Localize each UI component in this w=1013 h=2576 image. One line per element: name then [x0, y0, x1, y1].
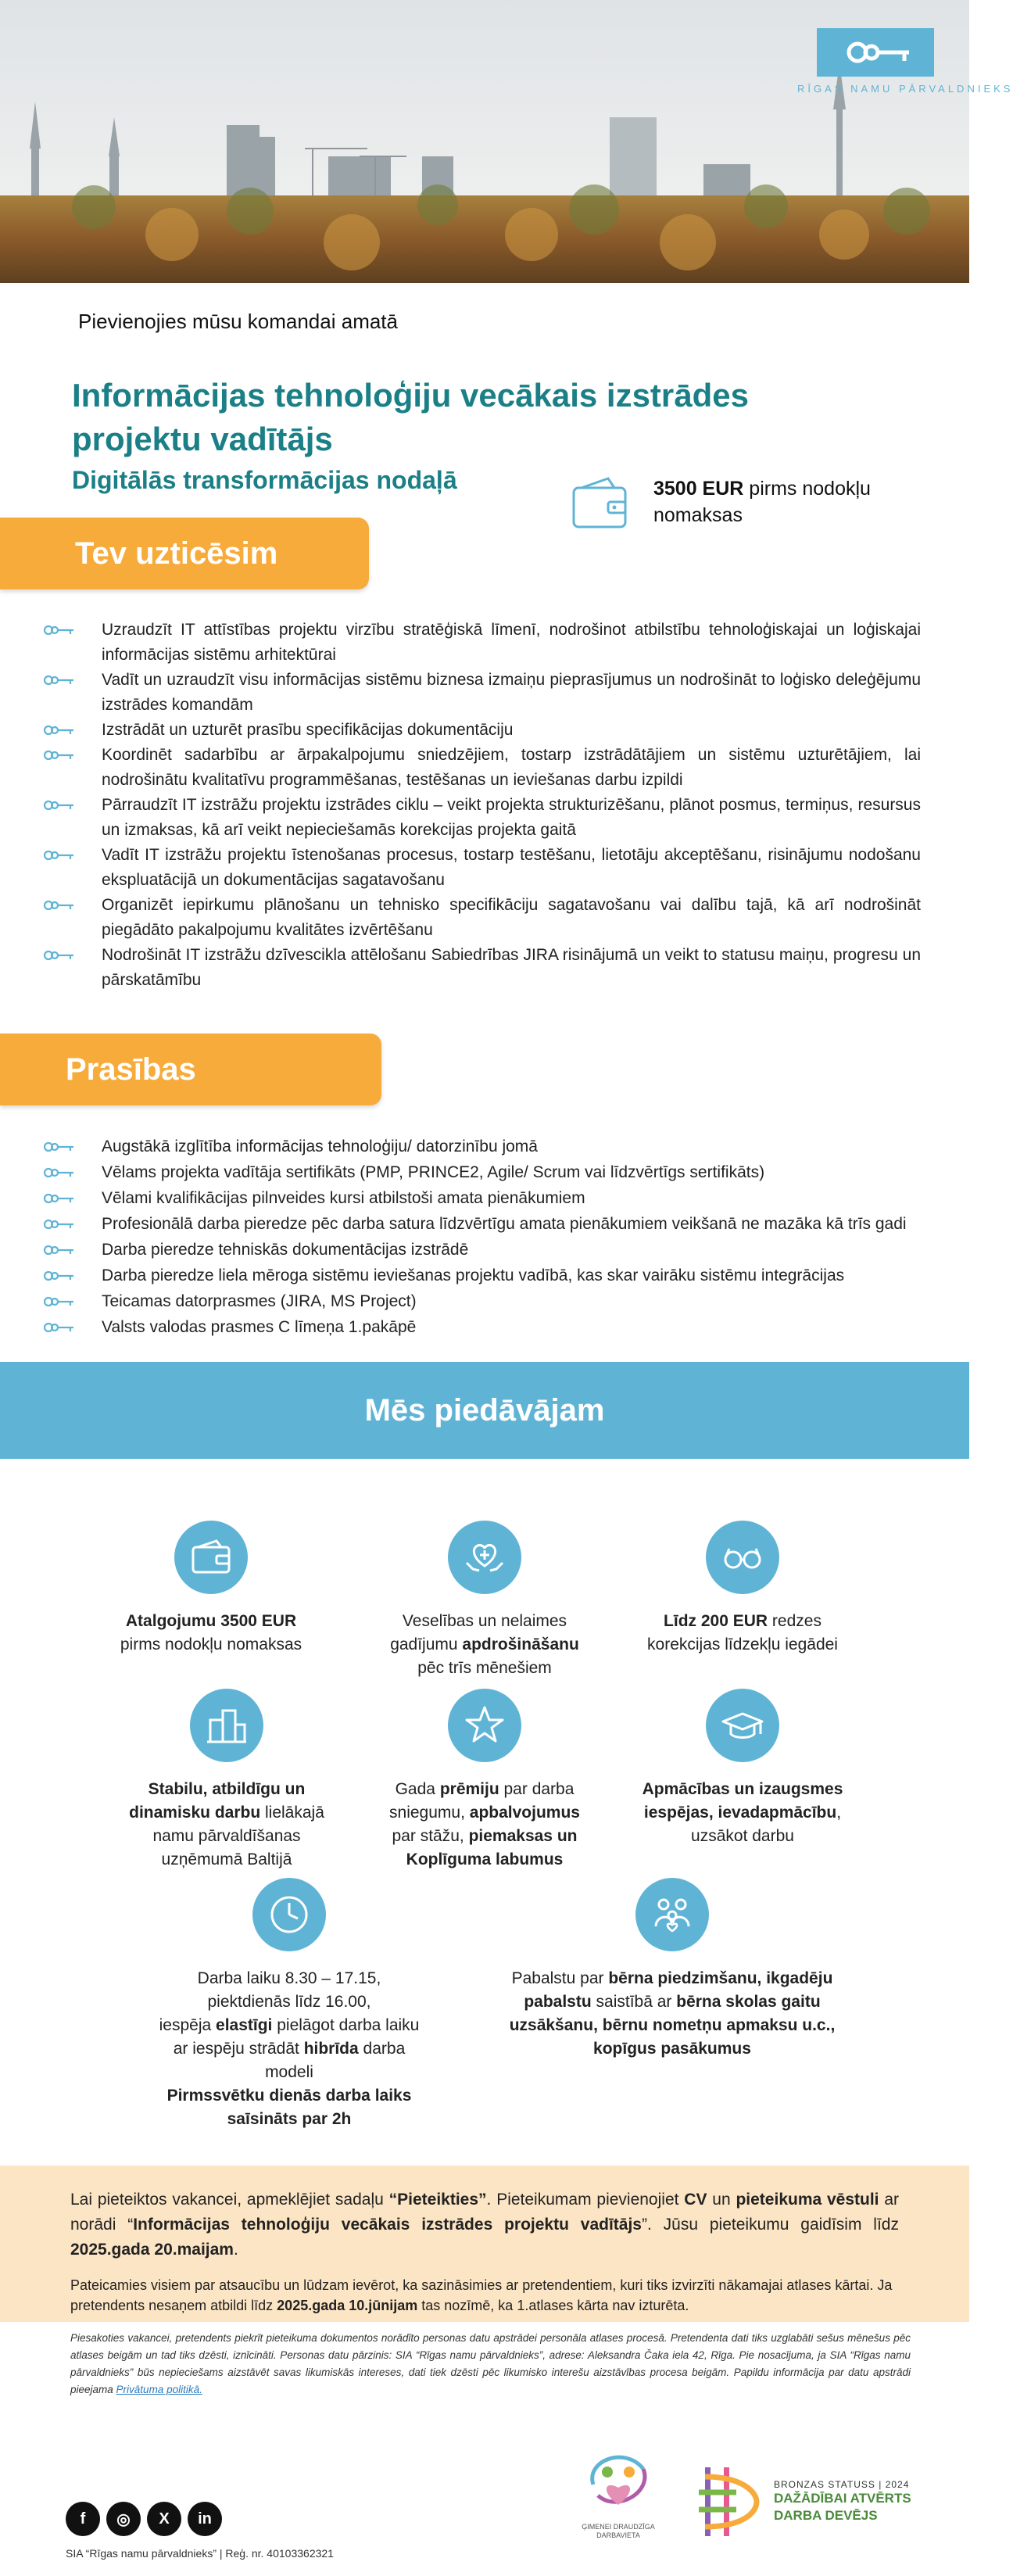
benefit-insurance-rest: pēc trīs mēnešiem	[417, 1659, 552, 1677]
benefit-family-bold1: bērna piedzimšanu, ikgadēju pabalstu	[524, 1969, 833, 2011]
linkedin-icon[interactable]	[188, 2502, 222, 2536]
instagram-icon[interactable]	[106, 2502, 141, 2536]
privacy-policy-link[interactable]: Privātuma politikā.	[116, 2384, 202, 2395]
requirement-list-item-text: Augstākā izglītība informācijas tehnoloģiju/ datorzinību jomā	[102, 1138, 538, 1155]
key-bullet-icon	[42, 847, 77, 863]
logo-text: RĪGAS NAMU PĀRVALDNIEKS	[797, 83, 1013, 95]
health-insurance-icon	[448, 1521, 521, 1594]
benefit-hours-line4: Pirmssvētku dienās darba laiks saīsināts par 2h	[166, 2087, 412, 2128]
requirement-list-item	[0, 1263, 969, 1288]
facebook-glyph: f	[80, 2510, 86, 2528]
glasses-icon	[706, 1521, 779, 1594]
benefit-bonus-pre: Gada	[395, 1780, 440, 1798]
requirement-list-item	[0, 1185, 969, 1211]
benefit-training	[625, 1689, 860, 1848]
apply-instructions	[70, 2187, 899, 2263]
benefit-insurance-bold: apdrošināšanu	[462, 1636, 579, 1653]
trust-list	[0, 618, 969, 993]
key-bullet-icon	[42, 722, 77, 738]
privacy-notice	[70, 2330, 911, 2399]
trust-list-item	[0, 743, 969, 793]
trust-list-item-text: Izstrādāt un uzturēt prasību specifikācijas dokumentāciju	[102, 721, 514, 739]
requirement-list-item	[0, 1211, 969, 1237]
benefit-glasses-rest: redzes korekcijas līdzekļu iegādei	[647, 1612, 838, 1653]
requirement-list-item-text: Darba pieredze liela mēroga sistēmu ieviešanas projektu vadībā, kas skar vairāku sistēmu integrācijas	[102, 1267, 845, 1284]
wallet-icon	[571, 475, 630, 530]
benefit-bonus-mid2: par stāžu,	[392, 1827, 469, 1845]
trust-list-item-text: Organizēt iepirkumu plānošanu un tehnisko specifikāciju sagatavošanu vai dalību tajā, kā arī nodrošināt piegādāto pakalpojumu kvalitātes izvērtēšanu	[102, 896, 921, 939]
apply-text-k: .	[233, 2241, 238, 2259]
graduation-cap-icon	[706, 1689, 779, 1762]
social-links	[66, 2502, 228, 2536]
benefit-bonus-bold2: apbalvojumus	[469, 1804, 580, 1822]
benefit-family-mid1: saistībā ar	[591, 1993, 677, 2011]
benefit-hours-line1: Darba laiku 8.30 – 17.15,	[197, 1969, 381, 1987]
offer-heading-label: Mēs piedāvājam	[364, 1392, 605, 1428]
wallet-icon	[174, 1521, 248, 1594]
trust-list-item	[0, 943, 969, 993]
benefit-bonus-bold1: prēmiju	[439, 1780, 499, 1798]
trust-list-item	[0, 618, 969, 668]
trust-heading-label: Tev uzticēsim	[75, 536, 278, 571]
apply-thanks	[70, 2275, 899, 2316]
benefit-insurance	[375, 1521, 594, 1680]
x-glyph: X	[159, 2510, 170, 2528]
x-icon[interactable]	[147, 2502, 181, 2536]
apply-response-date: 2025.gada 10.jūnijam	[277, 2298, 418, 2313]
benefit-salary	[109, 1521, 313, 1657]
key-bullet-icon	[42, 1191, 77, 1206]
benefit-hours-line3-rest: pielāgot darba laiku ar iespēju strādāt	[173, 2016, 420, 2058]
key-bullet-icon	[42, 622, 77, 638]
intro-text: Pievienojies mūsu komandai amatā	[78, 310, 398, 333]
trust-list-item-text: Nodrošināt IT izstrāžu dzīvescikla attēlošanu Sabiedrības JIRA risinājumā un veikt to statusu maiņu, progresu un pārskatāmību	[102, 946, 921, 989]
benefit-stable-work-rest: lielākajā namu pārvaldīšanas uzņēmumā Baltijā	[152, 1804, 324, 1868]
benefit-hours-line3-bold2: hibrīda	[303, 2040, 359, 2058]
hero-banner	[0, 0, 1013, 283]
trust-list-item	[0, 718, 969, 743]
key-bullet-icon	[42, 1242, 77, 1258]
diversity-badge	[696, 2461, 915, 2542]
trust-list-item	[0, 668, 969, 718]
requirement-list-item-text: Valsts valodas prasmes C līmeņa 1.pakāpē	[102, 1318, 417, 1336]
benefit-bonus-bold3: piemaksas un Koplīguma labumus	[406, 1827, 578, 1868]
salary-text	[653, 475, 899, 528]
family-friendly-logo-icon	[578, 2438, 659, 2519]
requirement-list-item	[0, 1134, 969, 1159]
key-bullet-icon	[42, 747, 77, 763]
salary-amount: 3500 EUR	[653, 478, 744, 500]
job-title: Informācijas tehnoloģiju vecākais izstrādes projektu vadītājs	[72, 377, 749, 457]
apply-link-label: “Pieteikties”	[388, 2191, 487, 2209]
benefit-training-bold: Apmācības un izaugsmes iespējas, ievadapmācību	[642, 1780, 843, 1822]
requirement-list-item-text: Profesionālā darba pieredze pēc darba satura līdzvērtīgu amata pienākumiem veikšanā ne mazāka kā trīs gadi	[102, 1215, 907, 1233]
apply-position: Informācijas tehnoloģiju vecākais izstrādes projektu vadītājs	[133, 2216, 642, 2234]
benefit-family-pre: Pabalstu par	[511, 1969, 609, 1987]
trust-list-item	[0, 893, 969, 943]
benefit-bonus	[383, 1689, 586, 1872]
diversity-label: DAŽĀDĪBAI ATVĒRTS DARBA DEVĒJS	[774, 2491, 911, 2523]
instagram-glyph: ◎	[116, 2510, 131, 2528]
apply-deadline: 2025.gada 20.maijam	[70, 2241, 234, 2259]
trust-heading	[0, 518, 369, 589]
key-bullet-icon	[42, 1139, 77, 1155]
benefit-training-rest: , uzsākot darbu	[691, 1804, 842, 1845]
apply-letter: pieteikuma vēstuli	[736, 2191, 879, 2209]
bronze-status-label: BRONZAS STATUSS | 2024	[774, 2479, 910, 2490]
key-bullet-icon	[42, 1294, 77, 1309]
key-bullet-icon	[42, 1216, 77, 1232]
benefit-hours-line3-rest2: darba modeli	[265, 2040, 406, 2081]
apply-thanks-c: tas nozīmē, ka 1.atlases kārta nav izturēta.	[417, 2298, 689, 2313]
benefit-bonus-mid1: par darba sniegumu,	[389, 1780, 575, 1822]
trust-list-item-text: Vadīt IT izstrāžu projektu īstenošanas procesus, tostarp testēšanu, lietotāju akceptēšanu, risinājumu nodošanu ekspluatācijā un dokumentācijas sagatavošanu	[102, 846, 921, 889]
benefit-insurance-pre: Veselības un nelaimes gadījumu	[390, 1612, 567, 1653]
key-bullet-icon	[42, 1165, 77, 1181]
buildings-icon	[190, 1689, 263, 1762]
requirement-list-item	[0, 1159, 969, 1185]
salary-block	[571, 475, 899, 530]
trust-list-item-text: Vadīt un uzraudzīt visu informācijas sistēmu biznesa izmaiņu pieprasījumus un nodrošināt to loģisko deleģējumu izstrādes komandām	[102, 671, 921, 714]
linkedin-glyph: in	[198, 2510, 212, 2528]
key-bullet-icon	[42, 897, 77, 913]
key-bullet-icon	[42, 797, 77, 813]
requirement-list-item-text: Vēlami kvalifikācijas pilnveides kursi atbilstoši amata pienākumiem	[102, 1189, 585, 1207]
apply-text-i: ”. Jūsu pieteikumu gaidīsim līdz	[641, 2216, 899, 2234]
key-bullet-icon	[42, 948, 77, 963]
clock-icon	[252, 1878, 326, 1951]
benefit-working-hours	[125, 1878, 453, 2131]
requirement-list-item	[0, 1288, 969, 1314]
requirements-list	[0, 1134, 969, 1340]
apply-text-a: Lai pieteiktos vakancei, apmeklējiet sadaļu	[70, 2191, 389, 2209]
apply-thanks-a: Pateicamies visiem par atsaucību un lūdzam ievērot, ka sazināsimies ar pretendentiem, kuri tiks izvirzīti nākamajai atlases kārtai. Ja pretendents nesaņem atbildi līdz	[70, 2277, 893, 2313]
requirements-heading	[0, 1034, 381, 1105]
benefit-salary-rest: pirms nodokļu nomaksas	[120, 1636, 302, 1653]
benefit-salary-bold: Atalgojumu 3500 EUR	[125, 1612, 297, 1630]
apply-box	[0, 2166, 969, 2322]
benefit-stable-work	[125, 1689, 328, 1872]
facebook-icon[interactable]	[66, 2502, 100, 2536]
logo-key-icon	[817, 28, 934, 77]
department: Digitālās transformācijas nodaļā	[72, 466, 457, 494]
trust-list-item	[0, 843, 969, 893]
benefit-hours-line3-pre: iespēja	[159, 2016, 217, 2034]
benefit-family-bold2: bērna skolas gaitu uzsākšanu, bērnu nometņu apmaksu u.c., kopīgus pasākumus	[509, 1993, 836, 2058]
benefit-family	[500, 1878, 844, 2061]
company-logo	[797, 28, 1013, 95]
benefit-glasses-bold: Līdz 200 EUR	[664, 1612, 768, 1630]
requirement-list-item-text: Vēlams projekta vadītāja sertifikāts (PMP, PRINCE2, Agile/ Scrum vai līdzvērtīgs sertifikāts)	[102, 1163, 765, 1181]
benefit-hours-line2: piektdienās līdz 16.00,	[207, 1993, 371, 2011]
diversity-logo-icon	[696, 2461, 761, 2542]
apply-text-c: . Pieteikumam pievienojiet	[486, 2191, 685, 2209]
star-icon	[448, 1689, 521, 1762]
offer-heading	[0, 1362, 969, 1459]
salary-note: pirms nodokļu nomaksas	[653, 478, 871, 526]
requirements-heading-label: Prasības	[66, 1052, 196, 1087]
diversity-text	[774, 2479, 915, 2524]
privacy-text: Piesakoties vakancei, pretendents piekrīt pieteikuma dokumentos norādīto personas datu apstrādei personāla atlases procesā. Pretendenta dati tiks uzglabāti sešus mēnešus pēc atlases beigām un tad tiks dzēsti, iznīcināti. Personas datu pārzinis: SIA “Rīgas namu pārvaldnieks”, adrese: Aleksandra Čaka iela 42, Rīga. Pie nosacījuma, ja SIA “Rīgas namu pārvaldnieks” būs nepieciešams aizstāvēt savas likumiskās intereses, dati tiek dzēsti pēc likumisko interešu aizstāvības procesa beigām. Papildu informācija par datu apstrādi pieejama	[70, 2332, 911, 2395]
family-icon	[635, 1878, 709, 1951]
trust-list-item-text: Pārraudzīt IT izstrāžu projektu izstrādes ciklu – veikt projekta strukturizēšanu, plānot posmus, termiņus, resursus un izmaksas, kā arī veikt nepieciešamās korekcijas projekta gaitā	[102, 796, 921, 839]
apply-text-g: ar norādi “	[70, 2191, 900, 2234]
trust-list-item	[0, 793, 969, 843]
apply-text-e: un	[707, 2191, 736, 2209]
trust-list-item-text: Uzraudzīt IT attīstības projektu virzību stratēģiskā līmenī, nodrošinot atbilstību tehnoloģiskajai un loģiskajai informācijas sistēmu arhitektūrai	[102, 621, 921, 664]
benefit-hours-line3-bold: elastīgi	[216, 2016, 273, 2034]
benefit-stable-work-bold: Stabilu, atbildīgu un dinamisku darbu	[129, 1780, 306, 1822]
requirement-list-item	[0, 1314, 969, 1340]
requirement-list-item	[0, 1237, 969, 1263]
footer-company-info: SIA “Rīgas namu pārvaldnieks” | Reģ. nr. 40103362321	[66, 2547, 334, 2560]
key-bullet-icon	[42, 1320, 77, 1335]
family-friendly-label: ĢIMENEI DRAUDZĪGA DARBAVIETA	[582, 2523, 655, 2539]
apply-cv: CV	[684, 2191, 707, 2209]
requirement-list-item-text: Teicamas datorprasmes (JIRA, MS Project)	[102, 1292, 417, 1310]
family-friendly-badge	[575, 2438, 661, 2540]
key-bullet-icon	[42, 1268, 77, 1284]
requirement-list-item-text: Darba pieredze tehniskās dokumentācijas izstrādē	[102, 1241, 469, 1259]
benefit-glasses	[625, 1521, 860, 1657]
trust-list-item-text: Koordinēt sadarbību ar ārpakalpojumu sniedzējiem, tostarp izstrādātājiem un sistēmu uzturētājiem, lai nodrošinātu kvalitatīvu programmēšanas, testēšanas un ieviešanas darbu izpildi	[102, 746, 921, 789]
key-bullet-icon	[42, 672, 77, 688]
